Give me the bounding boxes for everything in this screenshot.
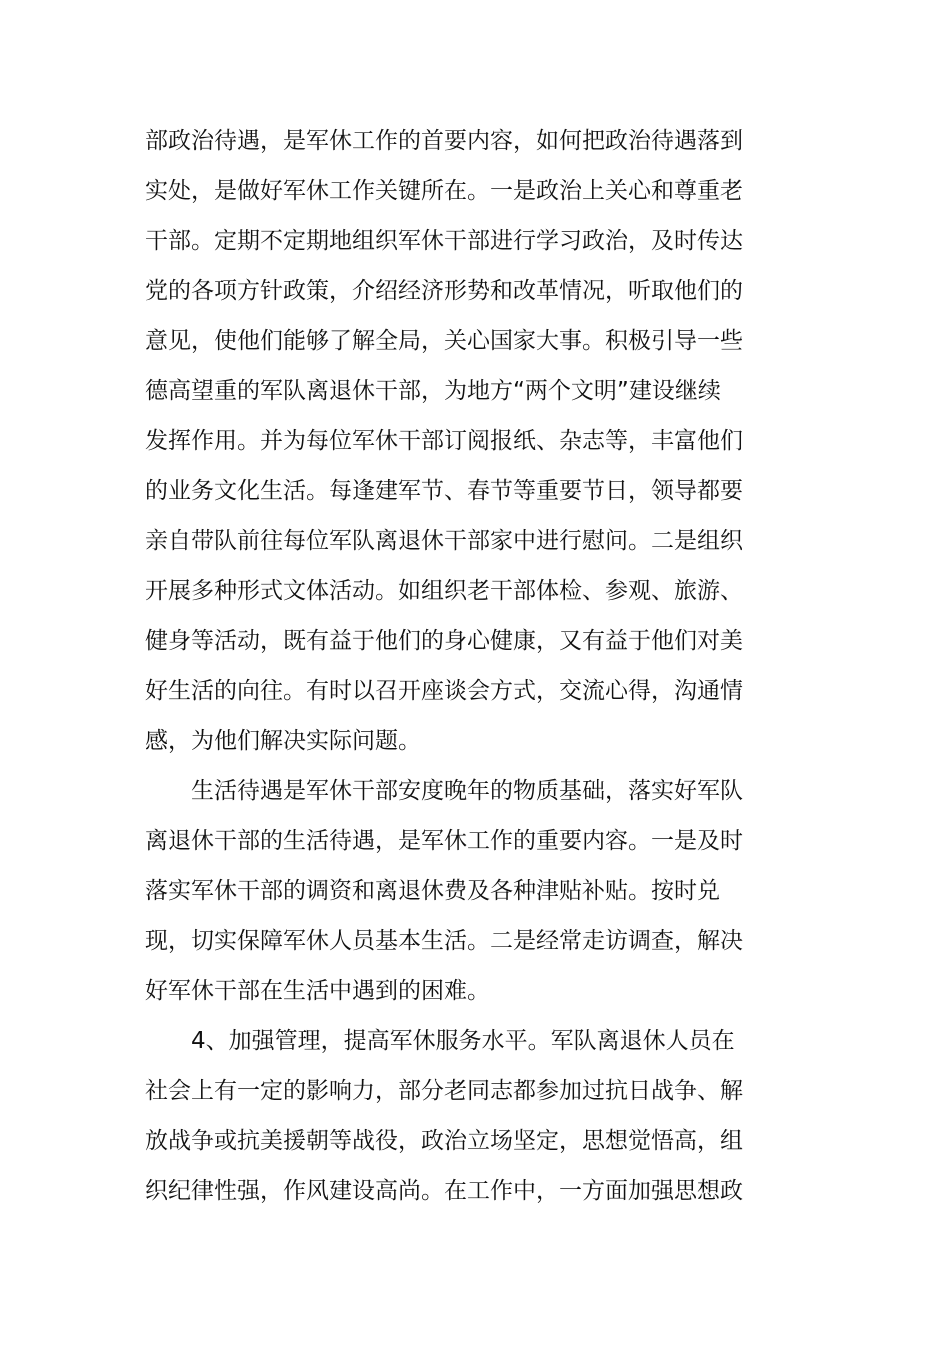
- text-line: 德高望重的军队离退休干部，为地方“两个文明”建设继续: [145, 378, 721, 404]
- text-line: 干部。定期不定期地组织军休干部进行学习政治，及时传达: [145, 228, 743, 254]
- body-text: [145, 116, 785, 1216]
- text-line: 感，为他们解决实际问题。: [145, 728, 421, 754]
- text-line: 意见，使他们能够了解全局，关心国家大事。积极引导一些: [145, 328, 743, 354]
- text-line: 离退休干部的生活待遇，是军休工作的重要内容。一是及时: [145, 828, 743, 854]
- text-line: 社会上有一定的影响力，部分老同志都参加过抗日战争、解: [145, 1078, 743, 1104]
- text-line: 落实军休干部的调资和离退休费及各种津贴补贴。按时兑: [145, 878, 720, 904]
- text-line: 开展多种形式文体活动。如组织老干部体检、参观、旅游、: [145, 578, 743, 604]
- text-line: 亲自带队前往每位军队离退休干部家中进行慰问。二是组织: [145, 528, 743, 554]
- text-line: 实处，是做好军休工作关键所在。一是政治上关心和尊重老: [145, 178, 743, 204]
- text-line: 好军休干部在生活中遇到的困难。: [145, 978, 490, 1004]
- text-line: 现，切实保障军休人员基本生活。二是经常走访调查，解决: [145, 928, 743, 954]
- text-line: 的业务文化生活。每逢建军节、春节等重要节日，领导都要: [145, 478, 743, 504]
- text-line: 织纪律性强，作风建设高尚。在工作中，一方面加强思想政: [145, 1178, 743, 1204]
- text-line: 党的各项方针政策，介绍经济形势和改革情况，听取他们的: [145, 278, 743, 304]
- text-line: 发挥作用。并为每位军休干部订阅报纸、杂志等，丰富他们: [145, 428, 743, 454]
- text-line: 健身等活动，既有益于他们的身心健康，又有益于他们对美: [145, 628, 743, 654]
- paragraph-first-line: 4、加强管理，提高军休服务水平。军队离退休人员在: [191, 1028, 735, 1054]
- text-line: 放战争或抗美援朝等战役，政治立场坚定，思想觉悟高，组: [145, 1128, 743, 1154]
- text-line: 好生活的向往。有时以召开座谈会方式，交流心得，沟通情: [145, 678, 743, 704]
- paragraph-first-line: 生活待遇是军休干部安度晚年的物质基础，落实好军队: [191, 778, 743, 804]
- text-line: 部政治待遇，是军休工作的首要内容，如何把政治待遇落到: [145, 128, 743, 154]
